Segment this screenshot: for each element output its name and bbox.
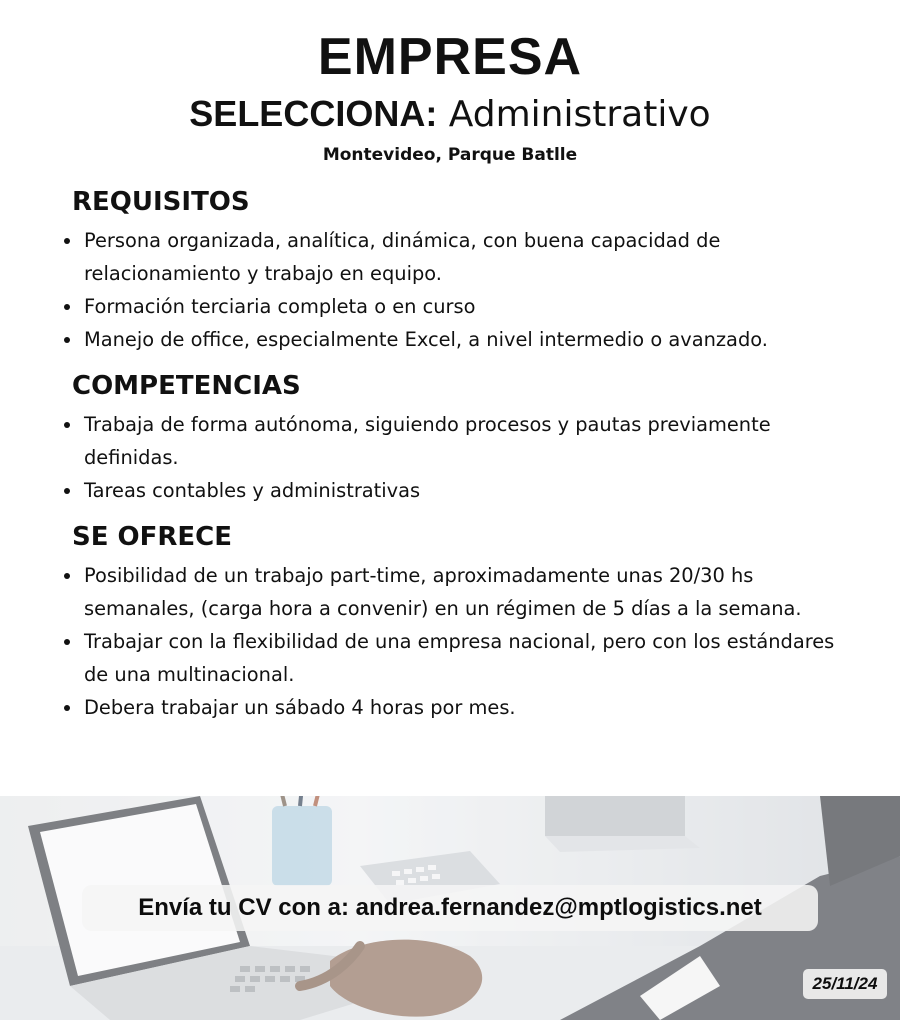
send-cv-banner: Envía tu CV con a: andrea.fernandez@mptlogistics.net	[82, 885, 818, 931]
section-title-requisitos: REQUISITOS	[72, 187, 250, 217]
list-requisitos	[0, 224, 900, 356]
section-title-competencias: COMPETENCIAS	[72, 371, 301, 401]
header	[0, 26, 900, 169]
list-item: Trabajar con la flexibilidad de una empresa nacional, pero con los estándares de una multinacional.	[84, 625, 860, 691]
date-badge: 25/11/24	[803, 969, 887, 999]
list-item: Persona organizada, analítica, dinámica, con buena capacidad de relacionamiento y trabajo en equipo.	[84, 224, 860, 290]
location: Montevideo, Parque Batlle	[322, 145, 578, 165]
list-item: Manejo de office, especialmente Excel, a nivel intermedio o avanzado.	[84, 323, 860, 356]
list-item: Posibilidad de un trabajo part-time, aproximadamente unas 20/30 hs semanales, (carga hora a convenir) en un régimen de 5 días a la semana.	[84, 559, 860, 625]
list-item: Debera trabajar un sábado 4 horas por mes.	[84, 691, 860, 724]
role-line	[0, 90, 900, 139]
list-item: Formación terciaria completa o en curso	[84, 290, 860, 323]
role-prefix: SELECCIONA:	[189, 93, 438, 134]
list-item: Trabaja de forma autónoma, siguiendo procesos y pautas previamente definidas.	[84, 408, 860, 474]
section-title-se-ofrece: SE OFRECE	[72, 522, 233, 552]
list-se-ofrece	[0, 559, 900, 724]
job-sections	[0, 180, 900, 724]
list-item: Tareas contables y administrativas	[84, 474, 860, 507]
company-name: EMPRESA	[317, 28, 583, 86]
list-competencias	[0, 408, 900, 507]
role-name: Administrativo	[448, 94, 711, 135]
